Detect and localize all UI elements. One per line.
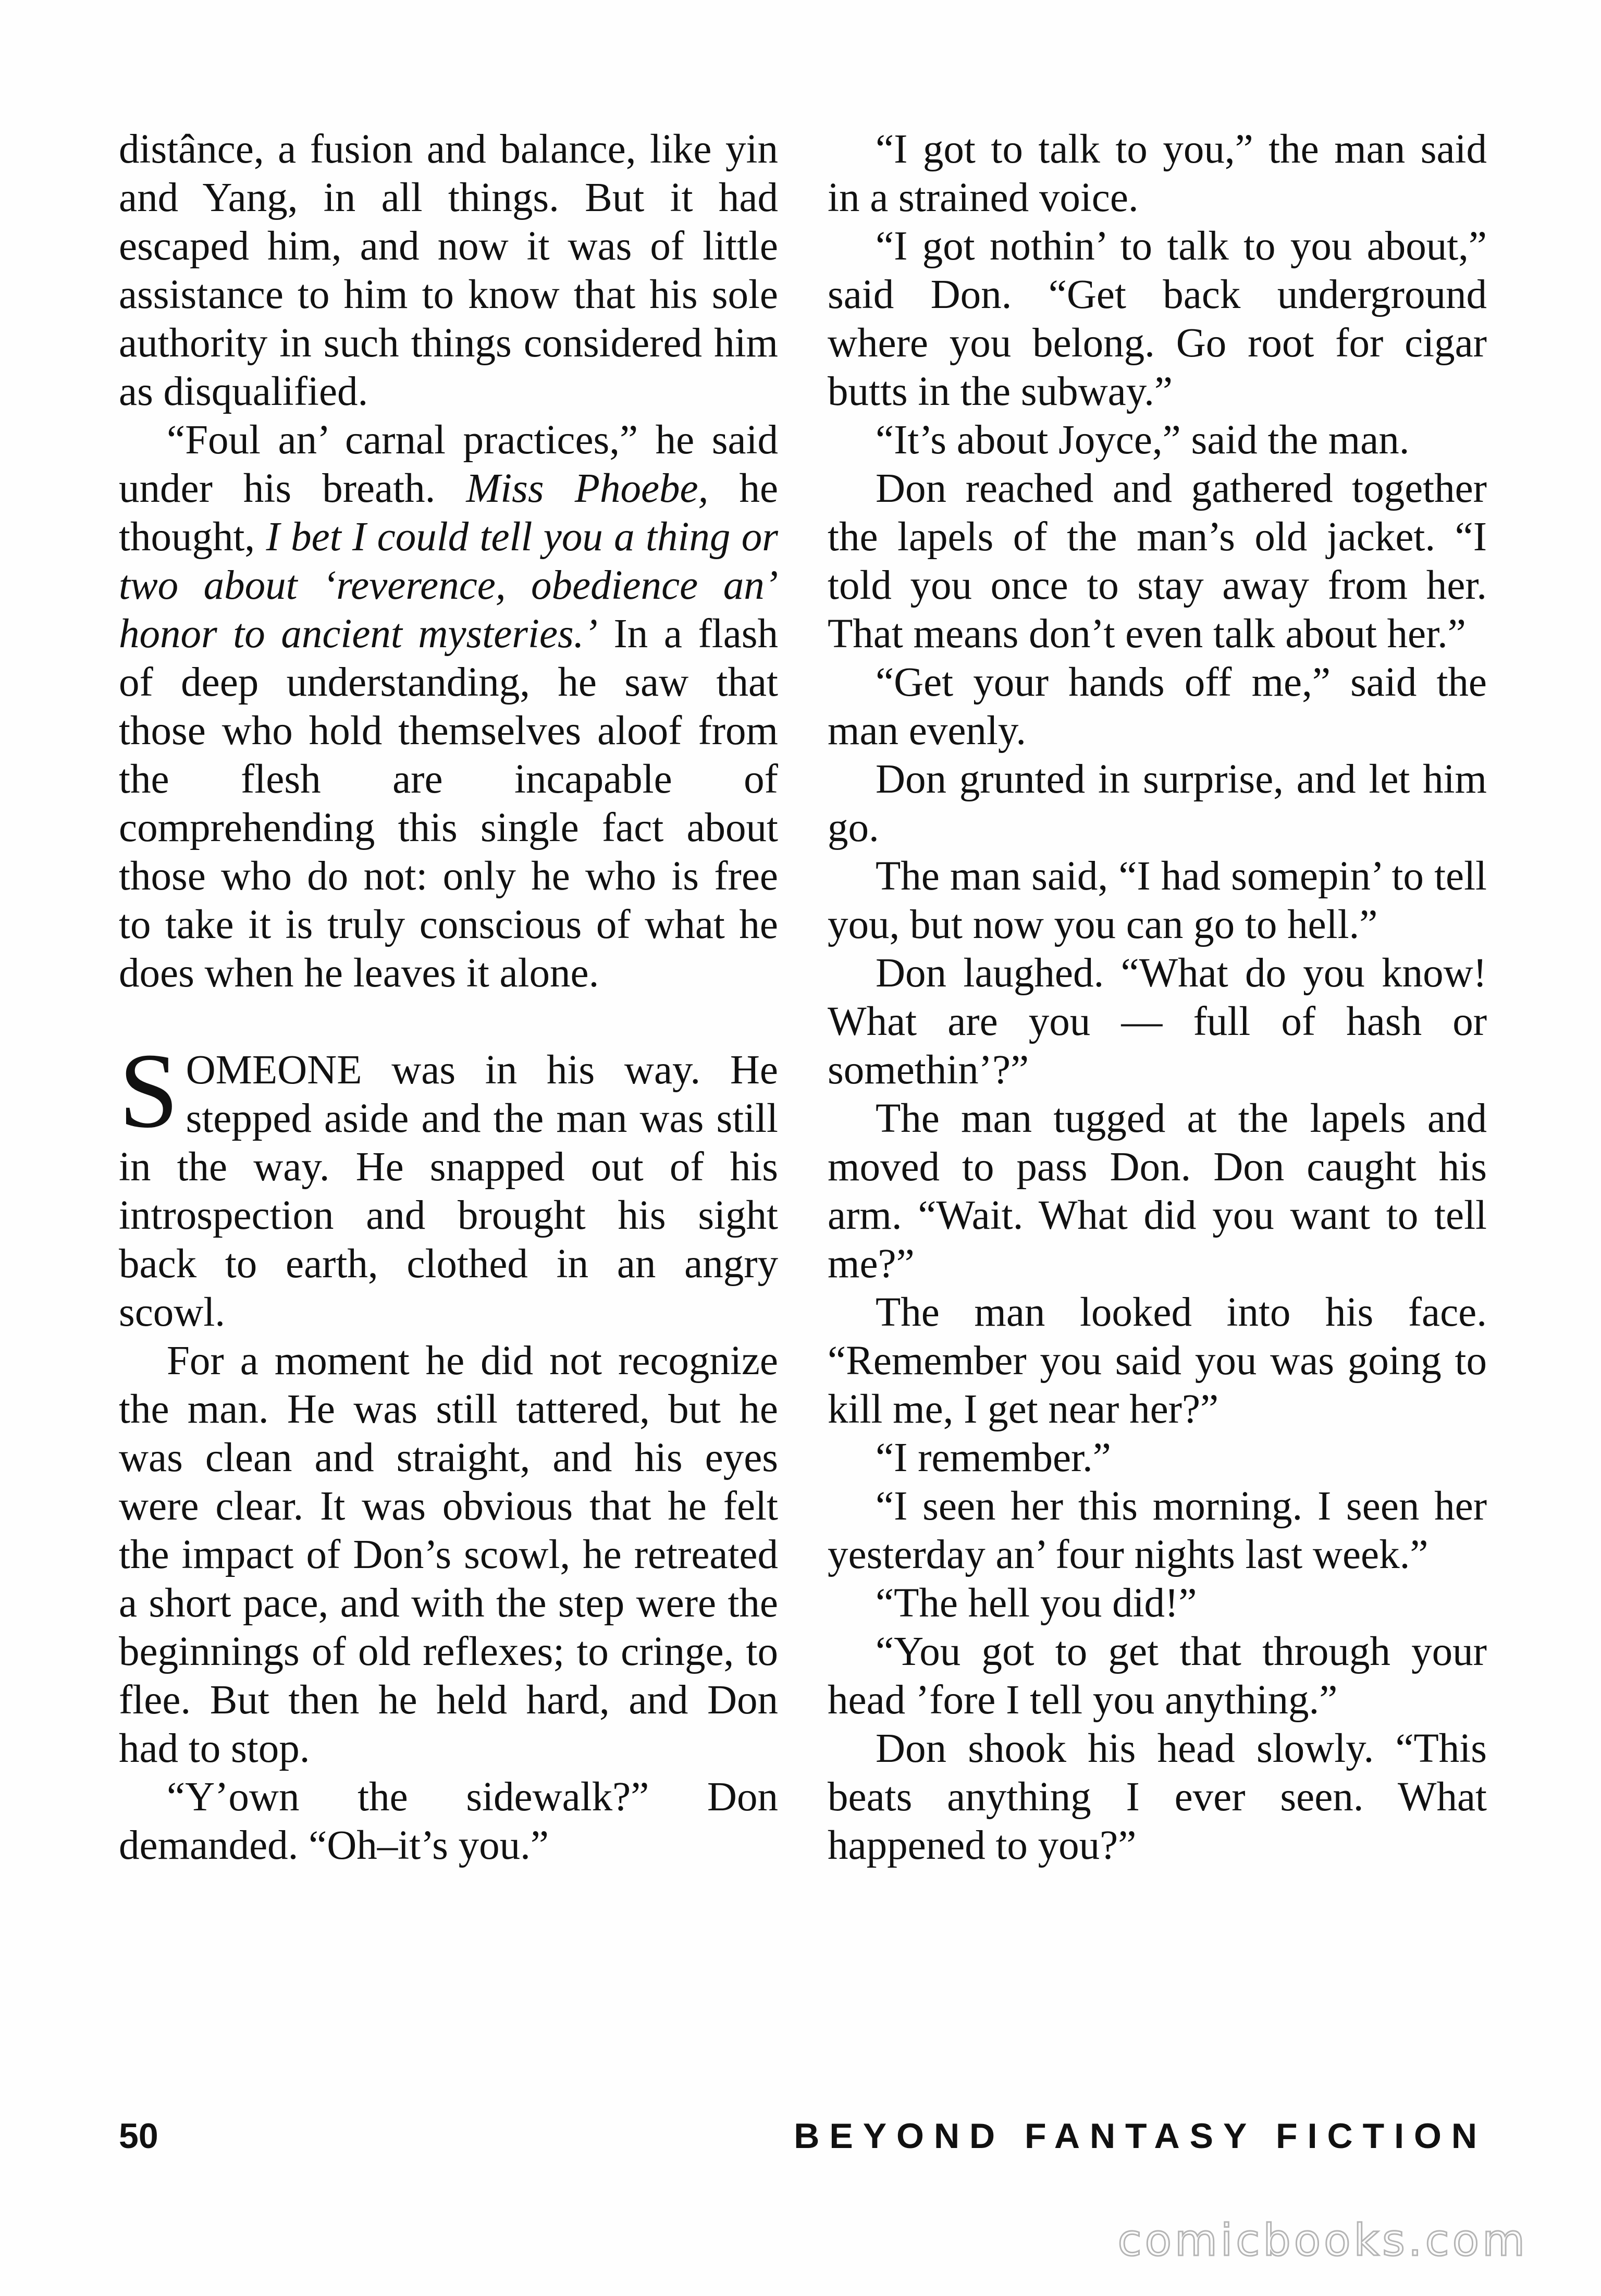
paragraph: “I remember.” — [876, 1435, 1111, 1480]
paragraph: “You got to get that through your head ’fore I tell you anything.” — [828, 1629, 1487, 1723]
paragraph: “Y’own the sidewalk?” Don demanded. “Oh–it’s you.” — [119, 1774, 778, 1868]
paragraph: “It’s about Joyce,” said the man. — [876, 417, 1410, 463]
paragraph: “I seen her this morning. I seen her yesterday an’ four nights last week.” — [828, 1484, 1487, 1577]
watermark: comicbooks.com — [1117, 2215, 1528, 2266]
paragraph-text: OMEONE was in his way. He stepped aside and the man was still in the way. He snapped out of his introspection and brought his sight back to earth, clothed in an angry scowl. — [119, 1047, 778, 1335]
paragraph-text: In a flash of deep understanding, he saw that those who hold themselves aloof from the flesh are incapable of comprehending this single fact about those who do not: only he who is free to take it is truly conscious of what he does when he leaves it alone. — [119, 611, 779, 996]
drop-cap: S — [119, 1031, 179, 1150]
right-text-column — [828, 125, 1487, 1870]
italic-text: I bet I could tell you a thing or two about ‘reverence, obedience an’ honor to ancient mysteries.’ — [119, 514, 778, 657]
paragraph: Don shook his head slowly. “This beats anything I ever seen. What happened to you?” — [828, 1726, 1487, 1868]
paragraph: Don laughed. “What do you know! What are you — full of hash or somethin’?” — [828, 951, 1487, 1093]
paragraph: The man looked into his face. “Remember you said you was going to kill me, I get near her?” — [828, 1290, 1487, 1432]
section-opening-paragraph — [119, 1031, 778, 1337]
left-text-column — [119, 125, 778, 1870]
paragraph-text: he thought, — [119, 466, 779, 560]
paragraph: The man said, “I had somepin’ to tell you, but now you can go to hell.” — [828, 854, 1487, 947]
page-number: 50 — [119, 2116, 158, 2156]
paragraph: For a moment he did not recognize the man. He was still tattered, but he was clean and straight, and his eyes were clear. It was obvious that he felt the impact of Don’s scowl, he retreated a short pace, and with the step were the beginnings of old reflexes; to cringe, to flee. But then he held hard, and Don had to stop. — [119, 1338, 778, 1771]
italic-text: Miss Phoebe, — [466, 466, 709, 511]
paragraph — [119, 416, 778, 997]
paragraph: “Get your hands off me,” said the man evenly. — [828, 660, 1487, 754]
paragraph: “I got to talk to you,” the man said in a strained voice. — [828, 127, 1487, 220]
magazine-title: BEYOND FANTASY FICTION — [794, 2116, 1487, 2156]
page-footer — [119, 2116, 1487, 2163]
paragraph: The man tugged at the lapels and moved to pass Don. Don caught his arm. “Wait. What did you want to tell me?” — [828, 1096, 1487, 1287]
paragraph: “The hell you did!” — [876, 1581, 1197, 1626]
paragraph: “I got nothin’ to talk to you about,” said Don. “Get back underground where you belong. Go root for cigar butts in the subway.” — [828, 224, 1487, 414]
paragraph: Don reached and gathered together the lapels of the man’s old jacket. “I told you once to stay away from her. That means don’t even talk about her.” — [828, 466, 1487, 657]
paragraph: distânce, a fusion and balance, like yin and Yang, in all things. But it had escaped him, and now it was of little assistance to him to know that his sole authority in such things considered him as disqualified. — [119, 127, 778, 414]
paragraph-text: “Foul an’ carnal practices,” he said under his breath. — [119, 417, 778, 511]
paragraph: Don grunted in surprise, and let him go. — [828, 757, 1487, 850]
